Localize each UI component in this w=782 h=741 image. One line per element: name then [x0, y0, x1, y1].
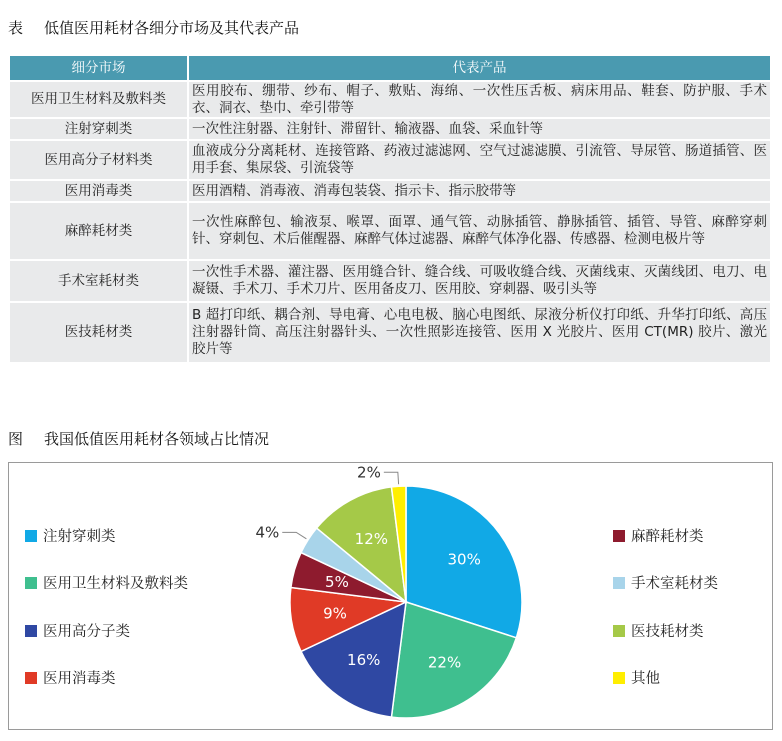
legend-label: 医技耗材类	[631, 624, 704, 640]
header-segment: 细分市场	[10, 56, 188, 81]
legend-swatch	[613, 530, 625, 542]
pie-value-label: 12%	[354, 529, 389, 548]
legend-swatch	[25, 530, 37, 542]
table-caption-title: 低值医用耗材各细分市场及其代表产品	[44, 19, 300, 37]
pie-value-label: 2%	[357, 463, 381, 482]
chart-caption-title: 我国低值医用耗材各领域占比情况	[44, 430, 270, 448]
segment-cell: 医技耗材类	[10, 302, 188, 362]
legend-label: 其他	[631, 671, 660, 687]
table-row	[10, 202, 770, 260]
products-cell: 医用胶布、绷带、纱布、帽子、敷贴、海绵、一次性压舌板、病床用品、鞋套、防护服、手术衣、洞衣、垫巾、牵引带等	[188, 81, 770, 118]
legend-swatch	[25, 672, 37, 684]
table-row	[10, 81, 770, 118]
legend-item	[613, 667, 660, 688]
table-row	[10, 260, 770, 302]
pie-chart-frame	[8, 462, 773, 730]
table-caption-label: 表	[8, 19, 24, 37]
pie-value-label: 22%	[427, 653, 462, 672]
products-cell: 医用酒精、消毒液、消毒包装袋、指示卡、指示胶带等	[188, 180, 770, 202]
legend-item	[613, 620, 704, 641]
leader-line	[282, 532, 306, 538]
segment-cell: 医用卫生材料及敷料类	[10, 81, 188, 118]
legend-swatch	[613, 625, 625, 637]
pie-value-label: 30%	[447, 550, 481, 569]
table-row	[10, 140, 770, 180]
legend-item	[25, 525, 116, 546]
pie-chart	[9, 463, 772, 729]
segment-cell: 注射穿刺类	[10, 118, 188, 140]
legend-item	[613, 525, 704, 546]
table-caption	[8, 17, 299, 38]
products-cell: 一次性麻醉包、输液泵、喉罩、面罩、通气管、动脉插管、静脉插管、插管、导管、麻醉穿刺针、穿刺包、术后催醒器、麻醉气体过滤器、麻醉气体净化器、传感器、检测电极片等	[188, 202, 770, 260]
legend-swatch	[613, 672, 625, 684]
legend-item	[25, 620, 130, 641]
table-row	[10, 118, 770, 140]
pie-value-label: 16%	[347, 651, 381, 670]
products-cell: 一次性手术器、灌注器、医用缝合针、缝合线、可吸收缝合线、灭菌线束、灭菌线团、电刀、电凝镊、手术刀、手术刀片、医用备皮刀、医用胶、穿刺器、吸引头等	[188, 260, 770, 302]
pie-value-label: 5%	[325, 572, 349, 591]
chart-caption	[8, 428, 269, 449]
legend-label: 医用高分子类	[43, 624, 130, 640]
legend-item	[613, 572, 718, 593]
segment-cell: 手术室耗材类	[10, 260, 188, 302]
legend-label: 手术室耗材类	[631, 576, 718, 592]
segment-cell: 医用高分子材料类	[10, 140, 188, 180]
legend-label: 麻醉耗材类	[631, 529, 704, 545]
leader-line	[384, 472, 399, 484]
header-products: 代表产品	[188, 56, 770, 81]
table-row	[10, 302, 770, 362]
chart-caption-label: 图	[8, 430, 24, 448]
legend-label: 医用卫生材料及敷料类	[43, 576, 188, 592]
legend-swatch	[25, 625, 37, 637]
legend-item	[25, 572, 188, 593]
products-cell: B 超打印纸、耦合剂、导电膏、心电电极、脑心电图纸、尿液分析仪打印纸、升华打印纸、高压注射器针筒、高压注射器针头、一次性照影连接管、医用 X 光胶片、医用 CT(MR) 胶片、激光胶片等	[188, 302, 770, 362]
segments-table	[10, 56, 770, 362]
table-header-row	[10, 56, 770, 81]
segment-cell: 医用消毒类	[10, 180, 188, 202]
pie-value-label: 9%	[323, 604, 347, 623]
legend-label: 医用消毒类	[43, 671, 116, 687]
table-row	[10, 180, 770, 202]
legend-swatch	[25, 577, 37, 589]
legend-item	[25, 667, 116, 688]
legend-label: 注射穿刺类	[43, 529, 116, 545]
legend-swatch	[613, 577, 625, 589]
products-cell: 一次性注射器、注射针、滞留针、输液器、血袋、采血针等	[188, 118, 770, 140]
segment-cell: 麻醉耗材类	[10, 202, 188, 260]
products-cell: 血液成分分离耗材、连接管路、药液过滤滤网、空气过滤滤膜、引流管、导尿管、肠道插管、医用手套、集尿袋、引流袋等	[188, 140, 770, 180]
pie-value-label: 4%	[255, 523, 280, 542]
